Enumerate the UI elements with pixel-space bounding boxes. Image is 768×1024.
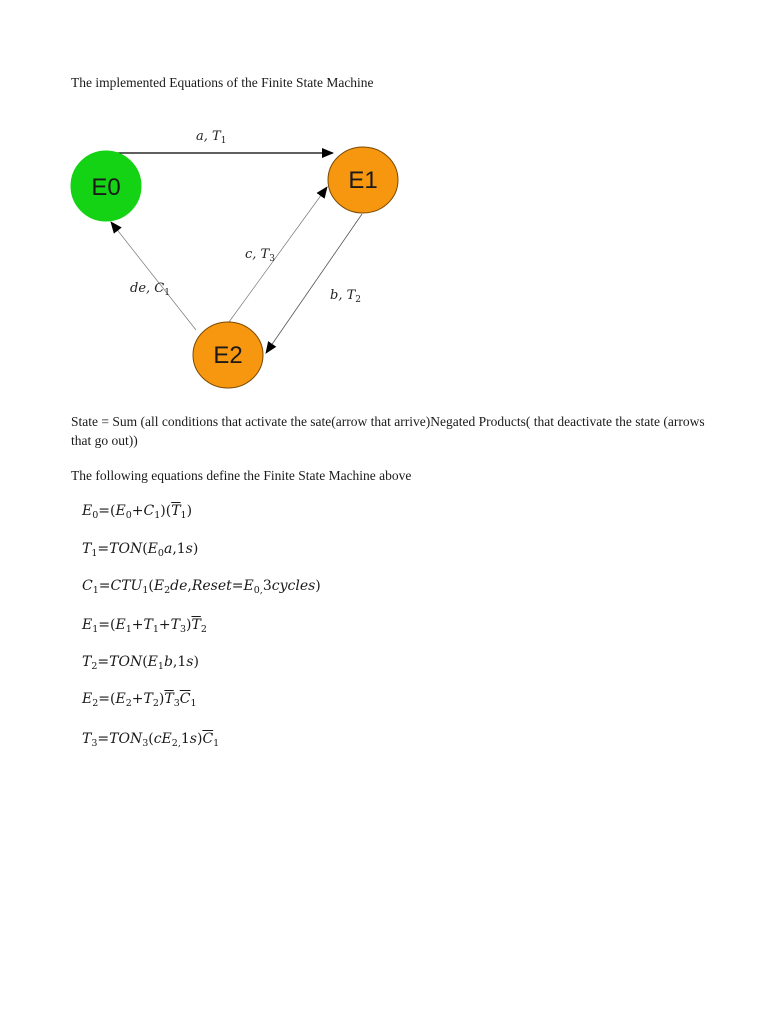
state-e0 bbox=[71, 151, 141, 221]
state-label-e1: E1 bbox=[348, 167, 378, 194]
state-rule-text: State = Sum (all conditions that activate the sate(arrow that arrive)Negated Products( that deactivate the state (arrows that go out)) bbox=[71, 414, 705, 448]
edge-label-b: b, $T_2$ bbox=[330, 288, 361, 305]
document-title: The implemented Equations of the Finite State Machine bbox=[71, 75, 374, 90]
equation-e0: $E_0=(E_0+C_1)(\overline{T}_1)$ bbox=[82, 503, 193, 521]
equation-t3: $T_3=TON_3(cE_{2,}1s)\overline{C}_1$ bbox=[82, 731, 220, 749]
edge-e1-e2 bbox=[266, 214, 362, 353]
equation-t1: $T_1=TON(E_0a,1s)$ bbox=[82, 541, 199, 559]
state-e2 bbox=[193, 322, 263, 388]
equations-intro: The following equations define the Finite State Machine above bbox=[71, 468, 412, 483]
equation-t2: $T_2=TON(E_1b,1s)$ bbox=[82, 654, 199, 672]
edge-e2-e0 bbox=[111, 222, 196, 330]
state-e1 bbox=[328, 147, 398, 213]
equation-e2: $E_2=(E_2+T_2)\overline{T}_3\overline{C}_1$ bbox=[82, 691, 197, 709]
edge-label-de: de, $C_1$ bbox=[130, 281, 170, 298]
state-diagram bbox=[0, 100, 768, 400]
state-label-e2: E2 bbox=[213, 342, 243, 369]
state-label-e0: E0 bbox=[91, 174, 121, 201]
edge-label-c: c, $T_3$ bbox=[245, 247, 275, 264]
equation-c1: $C_1=CTU_1(E_2de,Reset=E_{0,}3cycles)$ bbox=[82, 578, 321, 596]
edge-label-a: a, $T_1$ bbox=[196, 129, 227, 146]
edge-e2-e1 bbox=[229, 187, 327, 322]
equation-e1: $E_1=(E_1+T_1+T_3)\overline{T}_2$ bbox=[82, 617, 207, 635]
